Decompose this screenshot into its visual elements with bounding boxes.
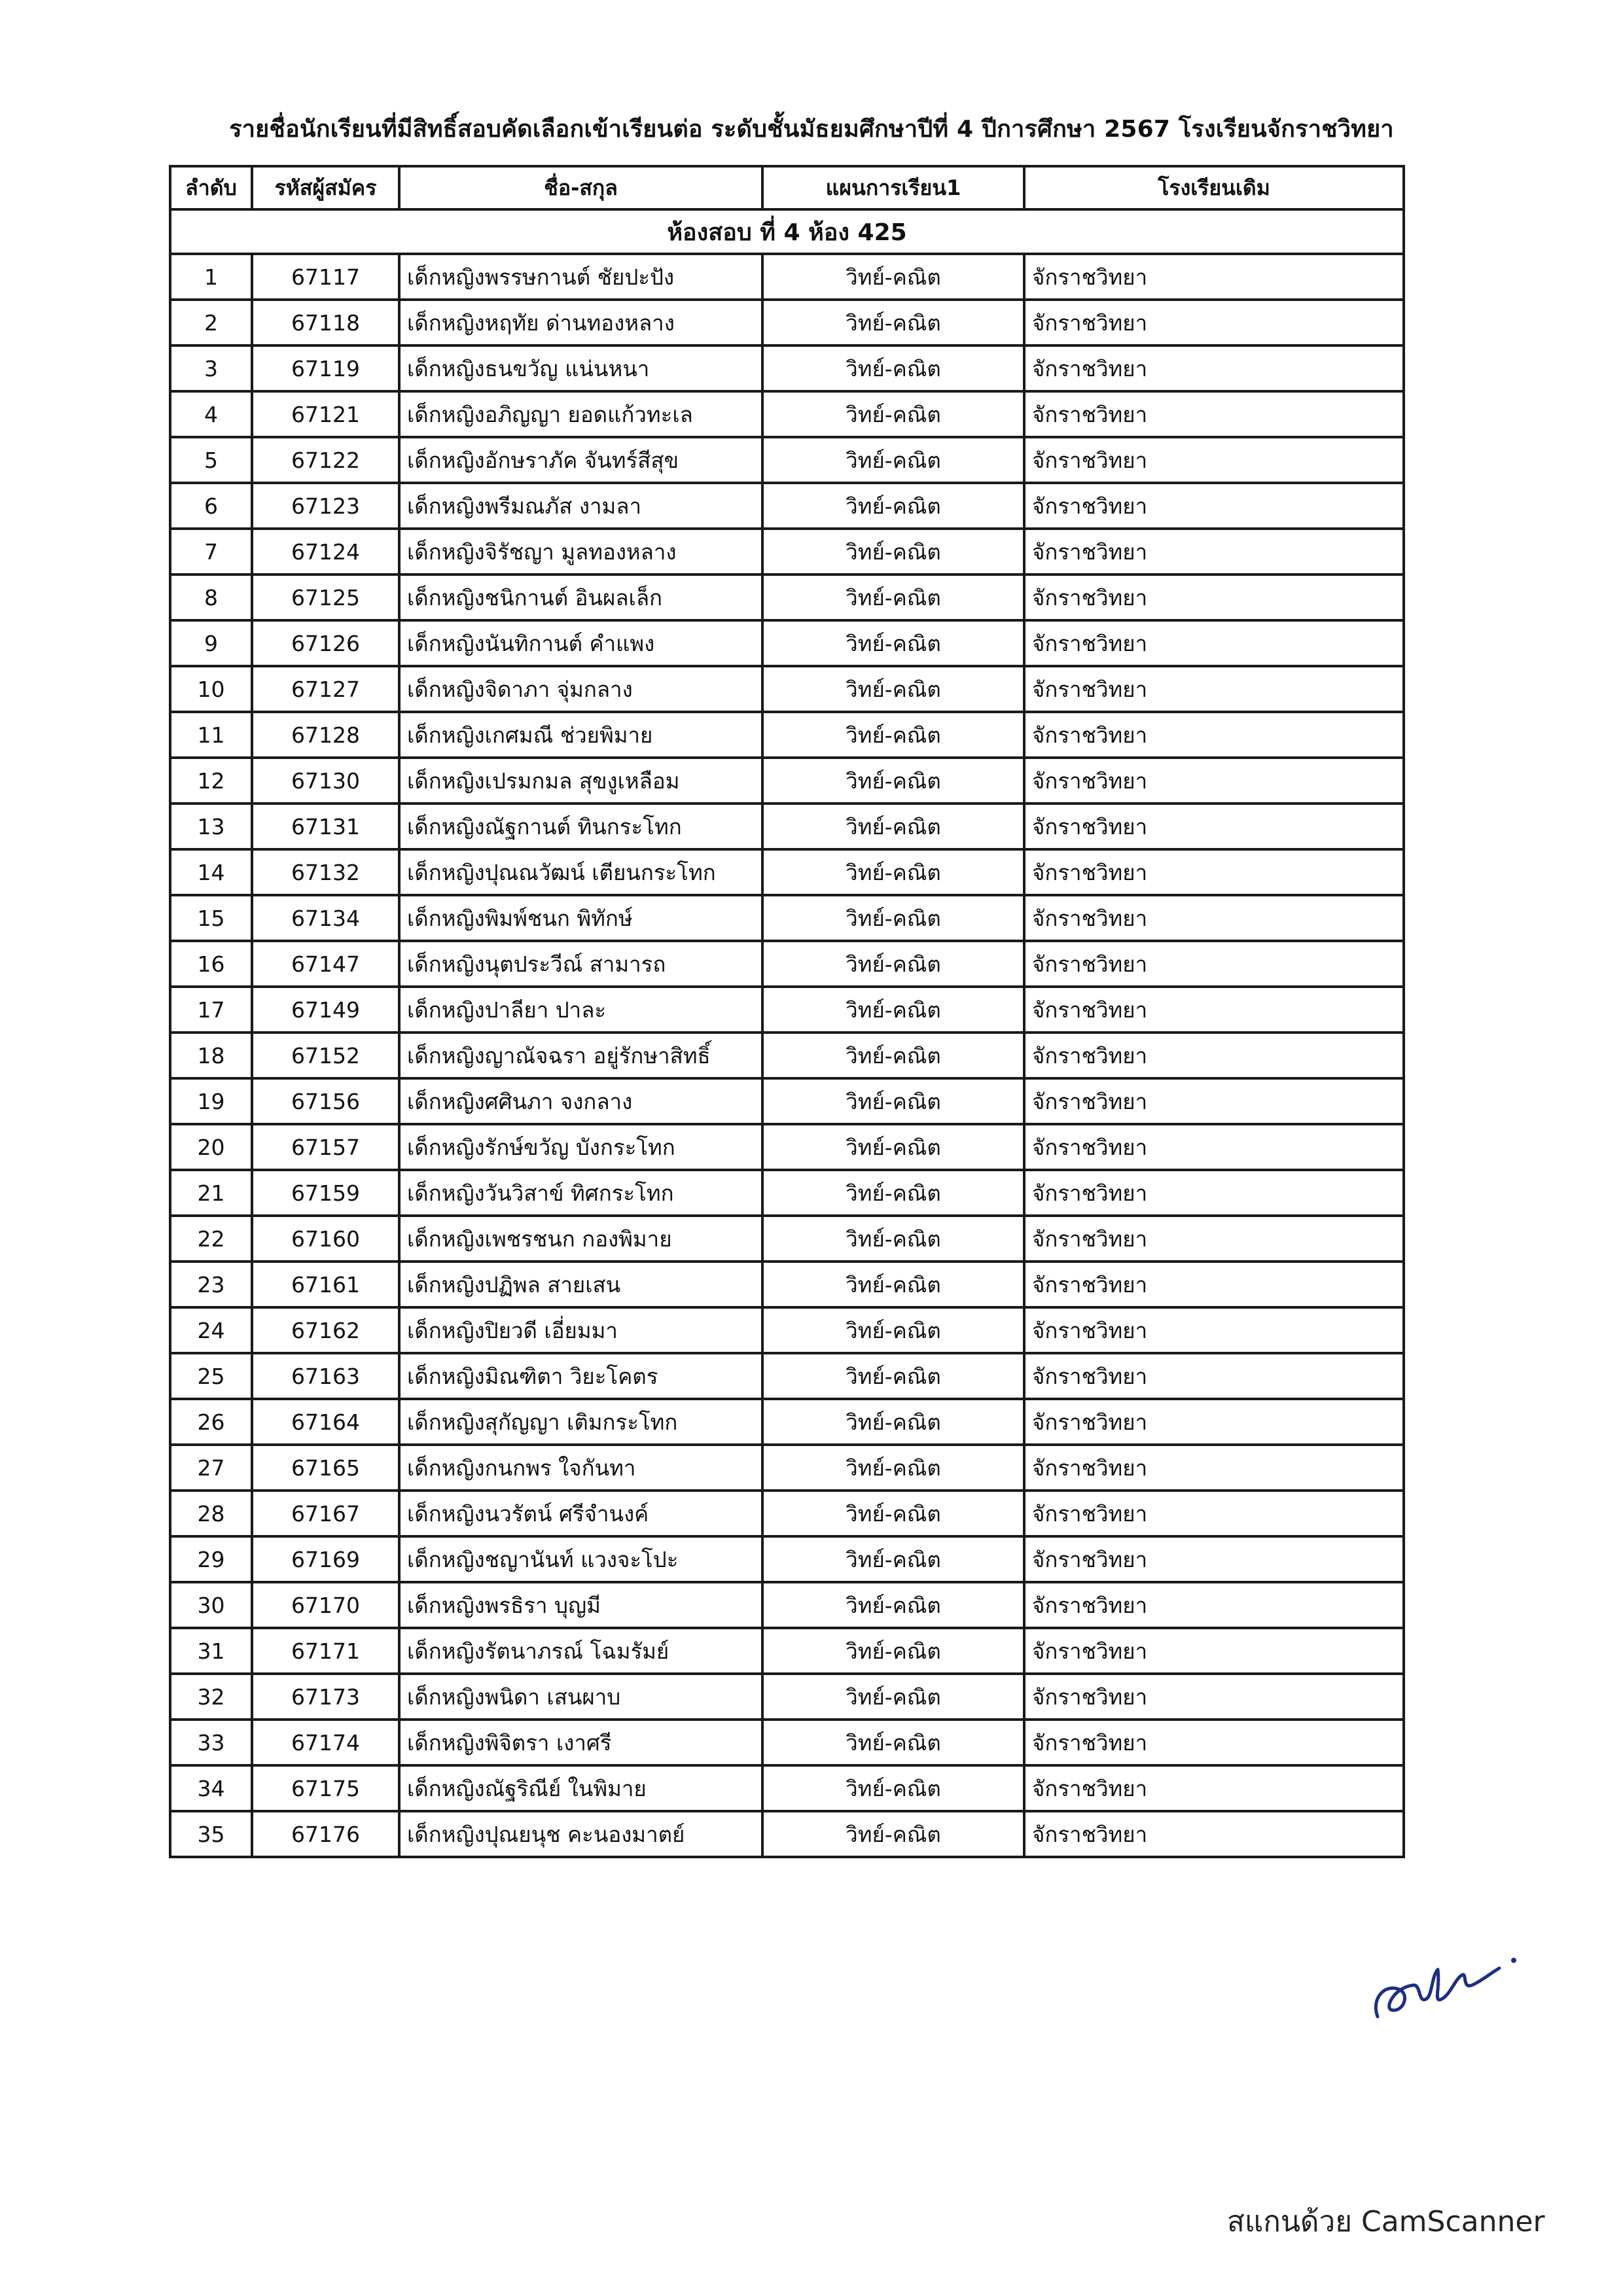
cell-study-plan: วิทย์-คณิต bbox=[762, 300, 1024, 345]
cell-previous-school: จักราชวิทยา bbox=[1024, 483, 1404, 529]
cell-study-plan: วิทย์-คณิต bbox=[762, 1170, 1024, 1216]
cell-previous-school: จักราชวิทยา bbox=[1024, 987, 1404, 1033]
cell-applicant-id: 67176 bbox=[252, 1811, 399, 1857]
cell-order: 26 bbox=[170, 1399, 252, 1445]
cell-previous-school: จักราชวิทยา bbox=[1024, 666, 1404, 712]
cell-applicant-id: 67161 bbox=[252, 1262, 399, 1307]
table-row bbox=[170, 345, 1404, 391]
header-study-plan: แผนการเรียน1 bbox=[762, 166, 1024, 209]
cell-applicant-id: 67175 bbox=[252, 1765, 399, 1811]
table-row bbox=[170, 758, 1404, 804]
table-row bbox=[170, 620, 1404, 666]
cell-applicant-id: 67170 bbox=[252, 1582, 399, 1628]
cell-study-plan: วิทย์-คณิต bbox=[762, 1765, 1024, 1811]
cell-applicant-id: 67131 bbox=[252, 804, 399, 849]
cell-applicant-id: 67167 bbox=[252, 1491, 399, 1536]
cell-full-name: เด็กหญิงปาลียา ปาละ bbox=[399, 987, 762, 1033]
cell-order: 23 bbox=[170, 1262, 252, 1307]
cell-study-plan: วิทย์-คณิต bbox=[762, 1445, 1024, 1491]
table-row bbox=[170, 1674, 1404, 1720]
cell-applicant-id: 67128 bbox=[252, 712, 399, 758]
cell-applicant-id: 67119 bbox=[252, 345, 399, 391]
cell-study-plan: วิทย์-คณิต bbox=[762, 758, 1024, 804]
cell-full-name: เด็กหญิงนวรัตน์ ศรีจำนงค์ bbox=[399, 1491, 762, 1536]
cell-order: 1 bbox=[170, 254, 252, 300]
room-row bbox=[170, 209, 1404, 254]
cell-full-name: เด็กหญิงอักษราภัค จันทร์สีสุข bbox=[399, 437, 762, 483]
cell-previous-school: จักราชวิทยา bbox=[1024, 941, 1404, 987]
cell-study-plan: วิทย์-คณิต bbox=[762, 1033, 1024, 1078]
table-header bbox=[170, 166, 1404, 254]
cell-study-plan: วิทย์-คณิต bbox=[762, 1628, 1024, 1674]
cell-applicant-id: 67123 bbox=[252, 483, 399, 529]
cell-study-plan: วิทย์-คณิต bbox=[762, 574, 1024, 620]
cell-applicant-id: 67121 bbox=[252, 391, 399, 437]
cell-study-plan: วิทย์-คณิต bbox=[762, 1307, 1024, 1353]
cell-order: 18 bbox=[170, 1033, 252, 1078]
cell-full-name: เด็กหญิงณัฐริณีย์ ในพิมาย bbox=[399, 1765, 762, 1811]
cell-applicant-id: 67165 bbox=[252, 1445, 399, 1491]
header-full-name: ชื่อ-สกุล bbox=[399, 166, 762, 209]
cell-full-name: เด็กหญิงศศินภา จงกลาง bbox=[399, 1078, 762, 1124]
exam-room-label: ห้องสอบ ที่ 4 ห้อง 425 bbox=[170, 209, 1404, 254]
cell-previous-school: จักราชวิทยา bbox=[1024, 1765, 1404, 1811]
header-order: ลำดับ bbox=[170, 166, 252, 209]
table-row bbox=[170, 529, 1404, 574]
cell-applicant-id: 67164 bbox=[252, 1399, 399, 1445]
cell-order: 6 bbox=[170, 483, 252, 529]
cell-previous-school: จักราชวิทยา bbox=[1024, 1674, 1404, 1720]
cell-applicant-id: 67160 bbox=[252, 1216, 399, 1262]
cell-applicant-id: 67126 bbox=[252, 620, 399, 666]
cell-full-name: เด็กหญิงนันทิกานต์ คำแพง bbox=[399, 620, 762, 666]
cell-order: 34 bbox=[170, 1765, 252, 1811]
cell-order: 8 bbox=[170, 574, 252, 620]
cell-study-plan: วิทย์-คณิต bbox=[762, 254, 1024, 300]
cell-previous-school: จักราชวิทยา bbox=[1024, 1445, 1404, 1491]
cell-applicant-id: 67132 bbox=[252, 849, 399, 895]
cell-order: 28 bbox=[170, 1491, 252, 1536]
cell-previous-school: จักราชวิทยา bbox=[1024, 1628, 1404, 1674]
header-previous-school: โรงเรียนเดิม bbox=[1024, 166, 1404, 209]
cell-order: 30 bbox=[170, 1582, 252, 1628]
cell-full-name: เด็กหญิงปิยวดี เอี่ยมมา bbox=[399, 1307, 762, 1353]
table-row bbox=[170, 1765, 1404, 1811]
cell-previous-school: จักราชวิทยา bbox=[1024, 1078, 1404, 1124]
cell-study-plan: วิทย์-คณิต bbox=[762, 1124, 1024, 1170]
header-row bbox=[170, 166, 1404, 209]
table-row bbox=[170, 1582, 1404, 1628]
cell-full-name: เด็กหญิงชญานันท์ แวงจะโปะ bbox=[399, 1536, 762, 1582]
document-title: รายชื่อนักเรียนที่มีสิทธิ์สอบคัดเลือกเข้าเรียนต่อ ระดับชั้นมัธยมศึกษาปีที่ 4 ปีการศึกษา 2567 โรงเรียนจักราชวิทยา bbox=[229, 116, 1394, 143]
cell-study-plan: วิทย์-คณิต bbox=[762, 1078, 1024, 1124]
cell-study-plan: วิทย์-คณิต bbox=[762, 666, 1024, 712]
cell-previous-school: จักราชวิทยา bbox=[1024, 1536, 1404, 1582]
cell-order: 15 bbox=[170, 895, 252, 941]
cell-order: 33 bbox=[170, 1720, 252, 1765]
cell-previous-school: จักราชวิทยา bbox=[1024, 849, 1404, 895]
cell-full-name: เด็กหญิงพรีมณภัส งามลา bbox=[399, 483, 762, 529]
cell-full-name: เด็กหญิงปฏิพล สายเสน bbox=[399, 1262, 762, 1307]
cell-study-plan: วิทย์-คณิต bbox=[762, 391, 1024, 437]
cell-study-plan: วิทย์-คณิต bbox=[762, 620, 1024, 666]
cell-applicant-id: 67157 bbox=[252, 1124, 399, 1170]
cell-full-name: เด็กหญิงหฤทัย ด่านทองหลาง bbox=[399, 300, 762, 345]
cell-study-plan: วิทย์-คณิต bbox=[762, 1536, 1024, 1582]
table-row bbox=[170, 1720, 1404, 1765]
cell-applicant-id: 67169 bbox=[252, 1536, 399, 1582]
header-applicant-id: รหัสผู้สมัคร bbox=[252, 166, 399, 209]
cell-order: 11 bbox=[170, 712, 252, 758]
cell-applicant-id: 67118 bbox=[252, 300, 399, 345]
cell-order: 24 bbox=[170, 1307, 252, 1353]
cell-previous-school: จักราชวิทยา bbox=[1024, 437, 1404, 483]
cell-previous-school: จักราชวิทยา bbox=[1024, 1491, 1404, 1536]
cell-previous-school: จักราชวิทยา bbox=[1024, 1033, 1404, 1078]
table-row bbox=[170, 895, 1404, 941]
cell-applicant-id: 67127 bbox=[252, 666, 399, 712]
cell-applicant-id: 67174 bbox=[252, 1720, 399, 1765]
table-row bbox=[170, 849, 1404, 895]
table-row bbox=[170, 300, 1404, 345]
cell-applicant-id: 67124 bbox=[252, 529, 399, 574]
cell-order: 10 bbox=[170, 666, 252, 712]
table-row bbox=[170, 987, 1404, 1033]
table-row bbox=[170, 1307, 1404, 1353]
cell-previous-school: จักราชวิทยา bbox=[1024, 1582, 1404, 1628]
cell-previous-school: จักราชวิทยา bbox=[1024, 529, 1404, 574]
cell-study-plan: วิทย์-คณิต bbox=[762, 1582, 1024, 1628]
cell-full-name: เด็กหญิงปุณณวัฒน์ เตียนกระโทก bbox=[399, 849, 762, 895]
cell-previous-school: จักราชวิทยา bbox=[1024, 1720, 1404, 1765]
cell-applicant-id: 67134 bbox=[252, 895, 399, 941]
cell-study-plan: วิทย์-คณิต bbox=[762, 1674, 1024, 1720]
cell-study-plan: วิทย์-คณิต bbox=[762, 345, 1024, 391]
cell-previous-school: จักราชวิทยา bbox=[1024, 1811, 1404, 1857]
cell-order: 21 bbox=[170, 1170, 252, 1216]
cell-order: 19 bbox=[170, 1078, 252, 1124]
cell-full-name: เด็กหญิงรัตนาภรณ์ โฉมรัมย์ bbox=[399, 1628, 762, 1674]
cell-order: 3 bbox=[170, 345, 252, 391]
cell-applicant-id: 67156 bbox=[252, 1078, 399, 1124]
table-row bbox=[170, 941, 1404, 987]
cell-previous-school: จักราชวิทยา bbox=[1024, 300, 1404, 345]
table-row bbox=[170, 1811, 1404, 1857]
cell-previous-school: จักราชวิทยา bbox=[1024, 895, 1404, 941]
cell-study-plan: วิทย์-คณิต bbox=[762, 529, 1024, 574]
table-row bbox=[170, 1216, 1404, 1262]
cell-study-plan: วิทย์-คณิต bbox=[762, 941, 1024, 987]
cell-study-plan: วิทย์-คณิต bbox=[762, 437, 1024, 483]
cell-full-name: เด็กหญิงจิดาภา จุ่มกลาง bbox=[399, 666, 762, 712]
table-row bbox=[170, 1170, 1404, 1216]
cell-order: 20 bbox=[170, 1124, 252, 1170]
cell-applicant-id: 67171 bbox=[252, 1628, 399, 1674]
cell-applicant-id: 67163 bbox=[252, 1353, 399, 1399]
cell-order: 25 bbox=[170, 1353, 252, 1399]
cell-applicant-id: 67147 bbox=[252, 941, 399, 987]
table-row bbox=[170, 574, 1404, 620]
cell-order: 29 bbox=[170, 1536, 252, 1582]
cell-applicant-id: 67122 bbox=[252, 437, 399, 483]
cell-study-plan: วิทย์-คณิต bbox=[762, 1353, 1024, 1399]
camscanner-watermark: สแกนด้วย CamScanner bbox=[1227, 2205, 1545, 2238]
cell-previous-school: จักราชวิทยา bbox=[1024, 1307, 1404, 1353]
cell-order: 27 bbox=[170, 1445, 252, 1491]
table-row bbox=[170, 1399, 1404, 1445]
student-roster-table bbox=[169, 165, 1405, 1858]
cell-order: 16 bbox=[170, 941, 252, 987]
table-row bbox=[170, 804, 1404, 849]
cell-study-plan: วิทย์-คณิต bbox=[762, 483, 1024, 529]
cell-full-name: เด็กหญิงธนขวัญ แน่นหนา bbox=[399, 345, 762, 391]
cell-previous-school: จักราชวิทยา bbox=[1024, 620, 1404, 666]
cell-full-name: เด็กหญิงเปรมกมล สุขงูเหลือม bbox=[399, 758, 762, 804]
cell-full-name: เด็กหญิงเพชรชนก กองพิมาย bbox=[399, 1216, 762, 1262]
cell-previous-school: จักราชวิทยา bbox=[1024, 1216, 1404, 1262]
cell-applicant-id: 67162 bbox=[252, 1307, 399, 1353]
cell-study-plan: วิทย์-คณิต bbox=[762, 1811, 1024, 1857]
cell-previous-school: จักราชวิทยา bbox=[1024, 391, 1404, 437]
cell-order: 4 bbox=[170, 391, 252, 437]
cell-study-plan: วิทย์-คณิต bbox=[762, 849, 1024, 895]
cell-study-plan: วิทย์-คณิต bbox=[762, 895, 1024, 941]
cell-previous-school: จักราชวิทยา bbox=[1024, 1399, 1404, 1445]
cell-full-name: เด็กหญิงชนิกานต์ อินผลเล็ก bbox=[399, 574, 762, 620]
cell-previous-school: จักราชวิทยา bbox=[1024, 1170, 1404, 1216]
cell-order: 22 bbox=[170, 1216, 252, 1262]
cell-order: 2 bbox=[170, 300, 252, 345]
cell-study-plan: วิทย์-คณิต bbox=[762, 1216, 1024, 1262]
cell-full-name: เด็กหญิงรักษ์ขวัญ บังกระโทก bbox=[399, 1124, 762, 1170]
cell-applicant-id: 67130 bbox=[252, 758, 399, 804]
cell-previous-school: จักราชวิทยา bbox=[1024, 1353, 1404, 1399]
cell-full-name: เด็กหญิงพนิดา เสนผาบ bbox=[399, 1674, 762, 1720]
table-row bbox=[170, 437, 1404, 483]
cell-order: 5 bbox=[170, 437, 252, 483]
table-body bbox=[170, 254, 1404, 1857]
table-row bbox=[170, 483, 1404, 529]
table-row bbox=[170, 1078, 1404, 1124]
cell-study-plan: วิทย์-คณิต bbox=[762, 987, 1024, 1033]
cell-full-name: เด็กหญิงเกศมณี ช่วยพิมาย bbox=[399, 712, 762, 758]
cell-full-name: เด็กหญิงจิรัชญา มูลทองหลาง bbox=[399, 529, 762, 574]
cell-study-plan: วิทย์-คณิต bbox=[762, 712, 1024, 758]
table-row bbox=[170, 1353, 1404, 1399]
cell-previous-school: จักราชวิทยา bbox=[1024, 1262, 1404, 1307]
cell-previous-school: จักราชวิทยา bbox=[1024, 254, 1404, 300]
cell-study-plan: วิทย์-คณิต bbox=[762, 804, 1024, 849]
cell-previous-school: จักราชวิทยา bbox=[1024, 804, 1404, 849]
cell-full-name: เด็กหญิงปุณยนุช คะนองมาตย์ bbox=[399, 1811, 762, 1857]
table-row bbox=[170, 1628, 1404, 1674]
table-row bbox=[170, 1491, 1404, 1536]
cell-full-name: เด็กหญิงญาณัจฉรา อยู่รักษาสิทธิ์ bbox=[399, 1033, 762, 1078]
cell-order: 35 bbox=[170, 1811, 252, 1857]
cell-study-plan: วิทย์-คณิต bbox=[762, 1262, 1024, 1307]
table-row bbox=[170, 1445, 1404, 1491]
table-row bbox=[170, 1536, 1404, 1582]
cell-order: 12 bbox=[170, 758, 252, 804]
table-row bbox=[170, 712, 1404, 758]
cell-applicant-id: 67152 bbox=[252, 1033, 399, 1078]
cell-full-name: เด็กหญิงนุตประวีณ์ สามารถ bbox=[399, 941, 762, 987]
cell-applicant-id: 67117 bbox=[252, 254, 399, 300]
table-row bbox=[170, 1262, 1404, 1307]
cell-full-name: เด็กหญิงพิมพ์ชนก พิทักษ์ bbox=[399, 895, 762, 941]
cell-previous-school: จักราชวิทยา bbox=[1024, 574, 1404, 620]
table-row bbox=[170, 391, 1404, 437]
cell-previous-school: จักราชวิทยา bbox=[1024, 1124, 1404, 1170]
cell-full-name: เด็กหญิงสุกัญญา เติมกระโทก bbox=[399, 1399, 762, 1445]
table-row bbox=[170, 1033, 1404, 1078]
cell-full-name: เด็กหญิงมิณฑิตา วิยะโคตร bbox=[399, 1353, 762, 1399]
cell-order: 31 bbox=[170, 1628, 252, 1674]
cell-previous-school: จักราชวิทยา bbox=[1024, 712, 1404, 758]
cell-full-name: เด็กหญิงพรรษกานต์ ชัยปะปัง bbox=[399, 254, 762, 300]
cell-full-name: เด็กหญิงพิจิตรา เงาศรี bbox=[399, 1720, 762, 1765]
table-row bbox=[170, 1124, 1404, 1170]
cell-order: 9 bbox=[170, 620, 252, 666]
cell-order: 17 bbox=[170, 987, 252, 1033]
cell-previous-school: จักราชวิทยา bbox=[1024, 758, 1404, 804]
cell-full-name: เด็กหญิงพรธิรา บุญมี bbox=[399, 1582, 762, 1628]
cell-previous-school: จักราชวิทยา bbox=[1024, 345, 1404, 391]
cell-applicant-id: 67149 bbox=[252, 987, 399, 1033]
table-row bbox=[170, 666, 1404, 712]
cell-full-name: เด็กหญิงณัฐกานต์ ทินกระโทก bbox=[399, 804, 762, 849]
cell-applicant-id: 67159 bbox=[252, 1170, 399, 1216]
cell-full-name: เด็กหญิงอภิญญา ยอดแก้วทะเล bbox=[399, 391, 762, 437]
cell-applicant-id: 67125 bbox=[252, 574, 399, 620]
cell-order: 7 bbox=[170, 529, 252, 574]
cell-study-plan: วิทย์-คณิต bbox=[762, 1491, 1024, 1536]
cell-order: 32 bbox=[170, 1674, 252, 1720]
cell-order: 14 bbox=[170, 849, 252, 895]
cell-study-plan: วิทย์-คณิต bbox=[762, 1399, 1024, 1445]
cell-full-name: เด็กหญิงวันวิสาข์ ทิศกระโทก bbox=[399, 1170, 762, 1216]
cell-full-name: เด็กหญิงกนกพร ใจกันทา bbox=[399, 1445, 762, 1491]
table-row bbox=[170, 254, 1404, 300]
cell-applicant-id: 67173 bbox=[252, 1674, 399, 1720]
cell-study-plan: วิทย์-คณิต bbox=[762, 1720, 1024, 1765]
handwritten-signature bbox=[1364, 1937, 1522, 2028]
cell-order: 13 bbox=[170, 804, 252, 849]
